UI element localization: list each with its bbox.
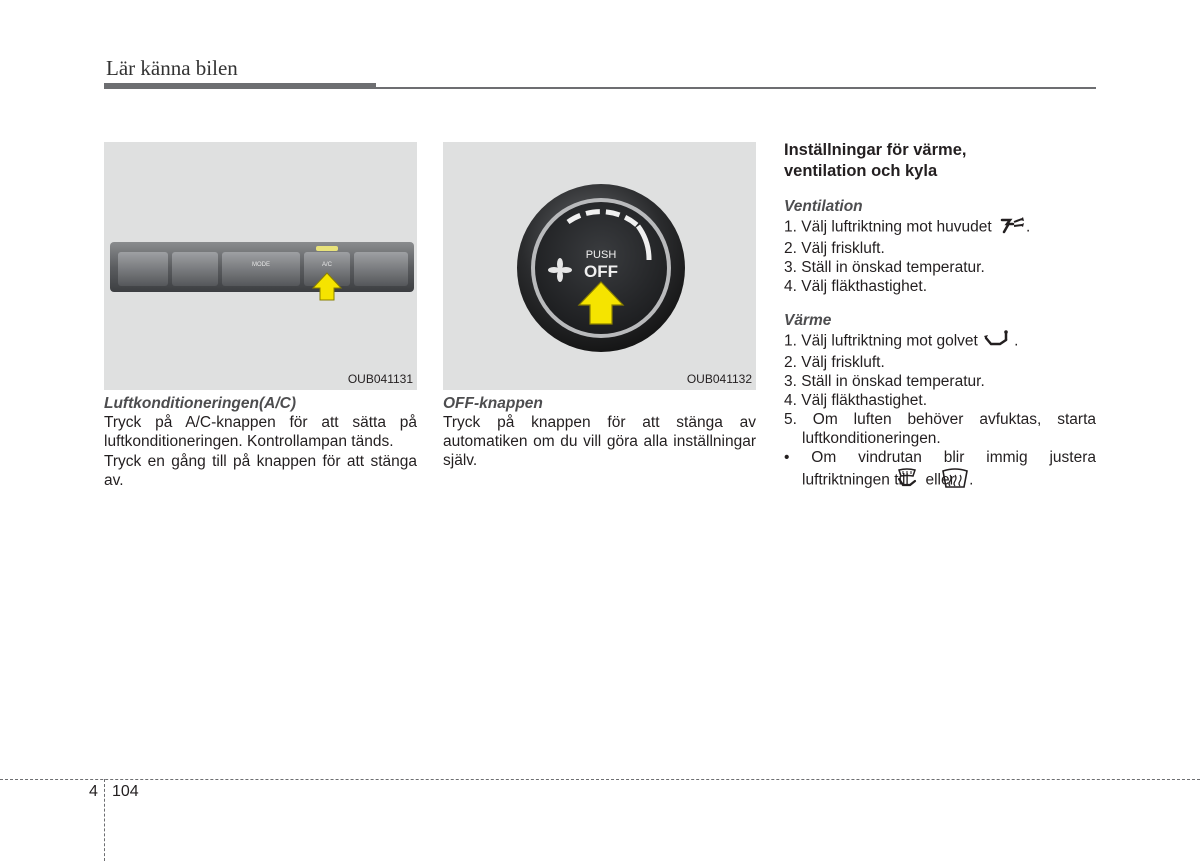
off-knob-figure: [443, 142, 756, 390]
heat-item-1: [784, 330, 1096, 353]
figure-code: OUB041131: [347, 372, 413, 386]
header-title: Lär känna bilen: [106, 56, 238, 80]
face-vent-icon: [996, 216, 1026, 239]
off-section: [443, 394, 756, 471]
heat-item-1-end: .: [1014, 332, 1019, 350]
ac-paragraph-2: Tryck en gång till på knappen för att stänga av.: [104, 453, 417, 489]
ac-caption: Luftkonditioneringen(A/C): [104, 395, 296, 412]
ventilation-item-2: 2. Välj friskluft.: [784, 240, 885, 257]
heat-item-1-text: 1. Välj luftriktning mot golvet: [784, 332, 978, 350]
floor-vent-icon: [982, 330, 1014, 353]
header-rule-thick: [104, 83, 376, 89]
ac-panel-figure: [104, 142, 417, 390]
ac-section: [104, 394, 417, 491]
section-title-line-1: Inställningar för värme,: [784, 141, 967, 159]
ac-panel-illustration: [104, 142, 417, 390]
ventilation-item-1-text: 1. Välj luftriktning mot huvudet: [784, 218, 992, 236]
heat-bullet: [784, 448, 1096, 494]
ac-paragraph-1: Tryck på A/C-knappen för att sätta på luftkonditioneringen. Kontrollampan tänds.: [104, 414, 417, 450]
footer-vertical-rule: [104, 779, 105, 861]
heat-item-2: 2. Välj friskluft.: [784, 354, 885, 371]
heat-item-3: 3. Ställ in önskad temperatur.: [784, 373, 985, 390]
ventilation-item-4: 4. Välj fläkthastighet.: [784, 278, 928, 295]
heat-bullet-end: .: [969, 471, 974, 489]
figure-code: OUB041132: [686, 372, 752, 386]
off-caption: OFF-knappen: [443, 395, 543, 412]
heat-item-5: 5. Om luften behöver avfuktas, starta luftkonditioneringen.: [784, 411, 1096, 447]
page-number: 104: [112, 783, 139, 800]
ventilation-item-1: [784, 216, 1096, 239]
windshield-floor-icon: [913, 468, 921, 493]
mode-label: MODE: [252, 262, 270, 268]
heat-heading: Värme: [784, 312, 832, 329]
ac-label: A/C: [321, 262, 333, 268]
footer-rule: [0, 779, 1200, 780]
header-rule-thin: [376, 87, 1096, 89]
heat-bullet-text: • Om vindrutan blir immig justera luftriktningen till: [784, 449, 1096, 489]
knob-off-label: OFF: [584, 262, 618, 281]
heat-item-4: 4. Välj fläkthastighet.: [784, 392, 928, 409]
defrost-icon: [959, 467, 969, 494]
off-knob-illustration: [443, 142, 756, 390]
ventilation-item-3: 3. Ställ in önskad temperatur.: [784, 259, 985, 276]
ventilation-item-1-end: .: [1025, 218, 1031, 236]
ventilation-heading: Ventilation: [784, 198, 863, 215]
knob-push-label: PUSH: [585, 249, 617, 261]
settings-section: [784, 140, 1096, 494]
section-title-line-2: ventilation och kyla: [784, 162, 938, 180]
chapter-number: 4: [89, 783, 98, 800]
heat-bullet-or: eller: [925, 471, 955, 489]
off-paragraph-1: Tryck på knappen för att stänga av automatiken om du vill göra alla inställningar själv.: [443, 414, 756, 469]
